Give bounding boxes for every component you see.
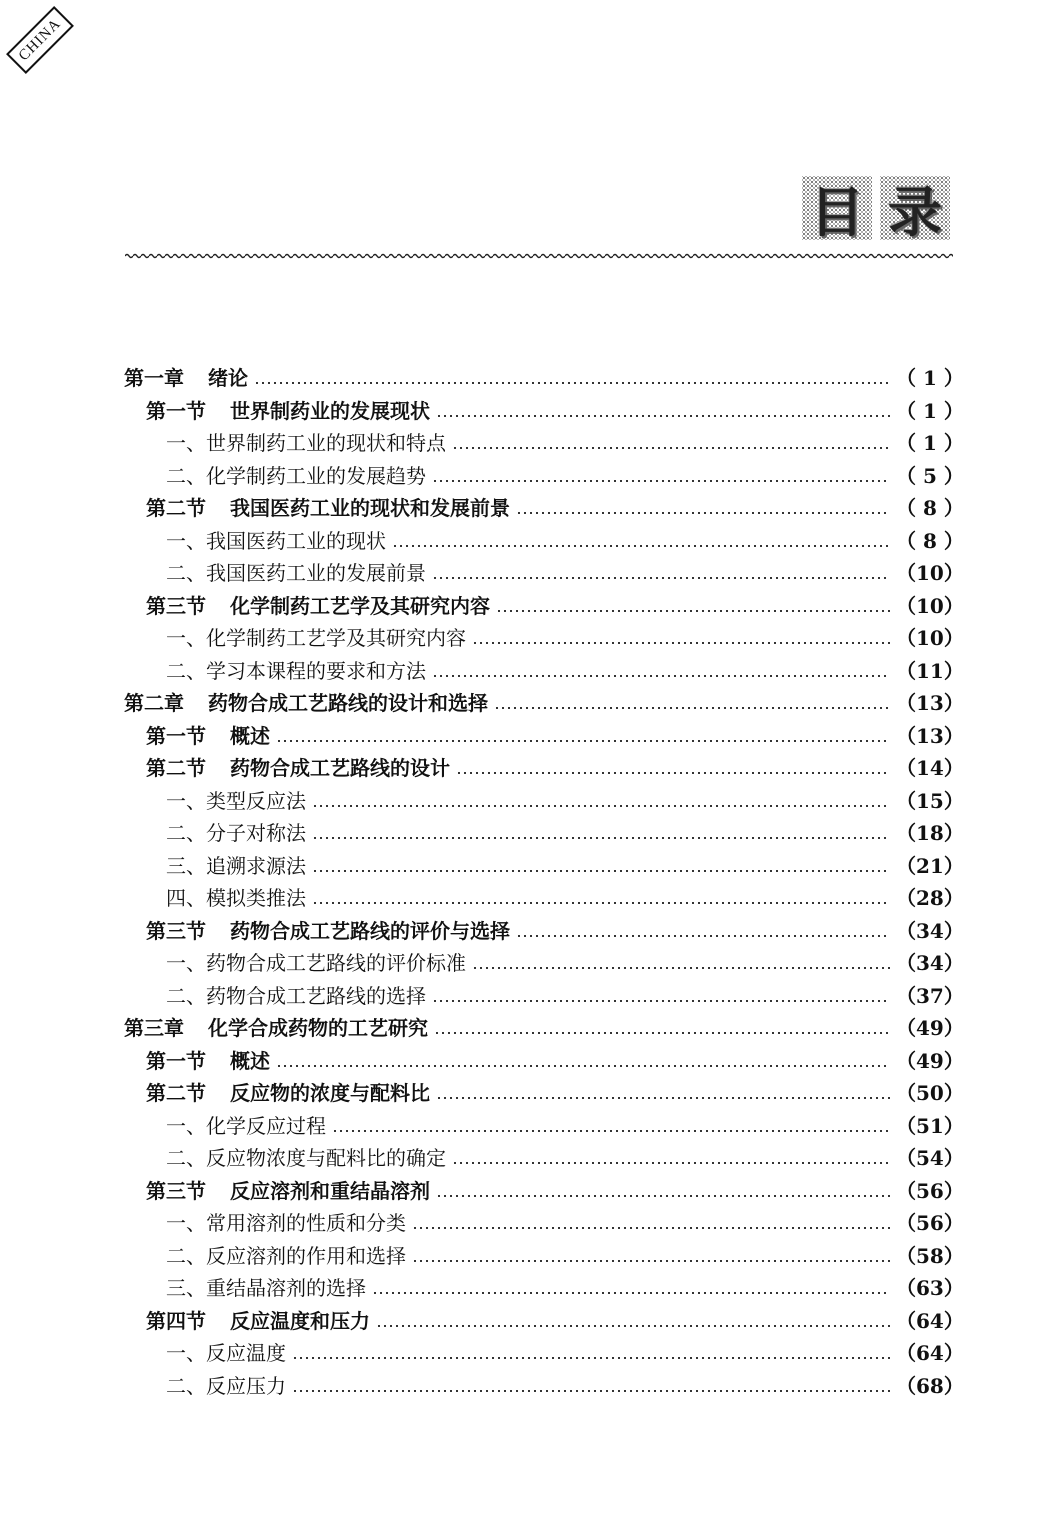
toc-entry[interactable]	[124, 655, 964, 688]
toc-dot-leader	[276, 740, 890, 742]
toc-dot-leader	[432, 577, 890, 579]
toc-dot-leader	[456, 772, 890, 774]
toc-entry-number: 第一节	[146, 398, 206, 423]
toc-entry-page: （10）	[896, 593, 964, 618]
toc-entry-heading	[166, 980, 426, 1009]
toc-entry-page: （11）	[896, 658, 964, 683]
toc-entry[interactable]	[124, 1207, 964, 1240]
toc-entry[interactable]	[124, 850, 964, 883]
toc-entry-number: 一、	[166, 626, 206, 650]
toc-entry[interactable]	[124, 460, 964, 493]
decorative-wavy-rule	[125, 253, 953, 259]
toc-entry-page: （68）	[896, 1373, 964, 1398]
toc-entry-number: 第一章	[124, 366, 184, 390]
toc-entry-number: 第一节	[146, 1048, 206, 1073]
toc-dot-leader	[276, 1065, 890, 1067]
toc-entry-heading	[166, 525, 386, 554]
toc-entry-number: 二、	[166, 1243, 206, 1268]
toc-entry-number: 二、	[166, 1146, 206, 1170]
toc-entry-number: 二、	[166, 821, 206, 845]
china-stamp-text: CHINA	[15, 15, 64, 64]
toc-entry-title: 药物合成工艺路线的评价标准	[206, 951, 466, 975]
toc-entry-heading	[166, 460, 426, 489]
toc-entry-heading	[166, 1240, 406, 1269]
toc-entry-title: 概述	[230, 723, 270, 748]
toc-entry-page: （28）	[896, 886, 964, 910]
toc-entry-heading	[146, 492, 510, 521]
toc-entry-page: （56）	[896, 1178, 964, 1203]
toc-entry-title: 反应压力	[206, 1373, 286, 1398]
toc-dot-leader	[292, 1390, 890, 1392]
toc-entry-page: （10）	[896, 626, 964, 650]
toc-entry[interactable]	[124, 427, 964, 460]
toc-entry-title: 反应温度	[206, 1341, 286, 1365]
toc-entry-heading	[146, 1077, 430, 1106]
toc-entry-page: （49）	[896, 1048, 964, 1073]
toc-entry[interactable]	[124, 1045, 964, 1078]
toc-entry-title: 化学制药工业的发展趋势	[206, 463, 426, 488]
toc-entry-heading	[166, 1207, 406, 1236]
toc-entry-page: （63）	[896, 1276, 964, 1300]
toc-entry-title: 药物合成工艺路线的设计和选择	[208, 691, 488, 715]
toc-entry-title: 化学制药工艺学及其研究内容	[230, 593, 490, 618]
toc-dot-leader	[372, 1292, 890, 1294]
toc-entry-number: 第二节	[146, 1081, 206, 1105]
toc-entry-heading	[166, 557, 426, 586]
toc-entry-heading	[166, 1370, 286, 1399]
toc-entry-title: 世界制药业的发展现状	[230, 398, 430, 423]
toc-entry-page: （37）	[896, 983, 964, 1008]
toc-entry[interactable]	[124, 395, 964, 428]
toc-dot-leader	[436, 415, 890, 417]
toc-entry-title: 我国医药工业的现状	[206, 528, 386, 553]
toc-entry-page: （10）	[896, 561, 964, 585]
toc-dot-leader	[332, 1130, 890, 1132]
toc-entry-title: 我国医药工业的发展前景	[206, 561, 426, 585]
toc-entry[interactable]	[124, 1110, 964, 1143]
toc-entry-number: 一、	[166, 1113, 206, 1138]
toc-dot-leader	[312, 870, 890, 872]
toc-entry-heading	[146, 720, 270, 749]
toc-entry-title: 我国医药工业的现状和发展前景	[230, 496, 510, 520]
toc-entry-number: 第三节	[146, 593, 206, 618]
toc-dot-leader	[412, 1227, 890, 1229]
toc-entry-title: 化学制药工艺学及其研究内容	[206, 626, 466, 650]
toc-dot-leader	[472, 967, 890, 969]
toc-entry-title: 反应溶剂和重结晶溶剂	[230, 1178, 430, 1203]
toc-entry-heading	[166, 427, 446, 456]
toc-dot-leader	[452, 447, 890, 449]
toc-entry-number: 二、	[166, 658, 206, 683]
toc-dot-leader	[516, 512, 890, 514]
page-title	[802, 176, 950, 244]
toc-entry[interactable]	[124, 1272, 964, 1305]
toc-entry-page: （50）	[896, 1081, 964, 1105]
toc-entry-page: （54）	[896, 1146, 964, 1170]
toc-entry-number: 第二章	[124, 691, 184, 715]
toc-dot-leader	[516, 935, 890, 937]
toc-entry-number: 第二节	[146, 756, 206, 780]
toc-entry-heading	[146, 395, 430, 424]
toc-entry-title: 常用溶剂的性质和分类	[206, 1211, 406, 1235]
toc-entry-title: 反应物浓度与配料比的确定	[206, 1146, 446, 1170]
toc-entry-page: （34）	[896, 951, 964, 975]
toc-entry[interactable]	[124, 622, 964, 655]
toc-entry[interactable]	[124, 1012, 964, 1045]
toc-entry-page: （ 8 ）	[896, 496, 964, 520]
toc-entry-number: 一、	[166, 1341, 206, 1365]
toc-entry-number: 二、	[166, 561, 206, 585]
toc-entry[interactable]	[124, 817, 964, 850]
toc-entry[interactable]	[124, 915, 964, 948]
title-char-2: 录	[880, 176, 950, 240]
toc-entry-heading	[166, 1337, 286, 1366]
toc-entry-number: 一、	[166, 431, 206, 455]
toc-entry-heading	[146, 1175, 430, 1204]
toc-entry-page: （13）	[896, 691, 964, 715]
toc-entry-title: 类型反应法	[206, 788, 306, 813]
toc-dot-leader	[496, 610, 890, 612]
toc-entry-page: （58）	[896, 1243, 964, 1268]
toc-entry-title: 追溯求源法	[206, 853, 306, 878]
toc-entry[interactable]	[124, 1142, 964, 1175]
toc-entry-page: （18）	[896, 821, 964, 845]
toc-dot-leader	[472, 642, 890, 644]
toc-entry-heading	[124, 1012, 428, 1041]
toc-entry-heading	[146, 1305, 370, 1334]
toc-entry-heading	[146, 752, 450, 781]
toc-entry-page: （34）	[896, 918, 964, 943]
toc-entry-heading	[166, 1110, 326, 1139]
toc-entry-title: 化学反应过程	[206, 1113, 326, 1138]
toc-entry-title: 反应溶剂的作用和选择	[206, 1243, 406, 1268]
toc-entry[interactable]	[124, 525, 964, 558]
toc-entry-title: 药物合成工艺路线的设计	[230, 756, 450, 780]
toc-entry-number: 第三节	[146, 918, 206, 943]
toc-entry-number: 第四节	[146, 1308, 206, 1333]
toc-entry-number: 第一节	[146, 723, 206, 748]
toc-entry-page: （56）	[896, 1211, 964, 1235]
toc-entry-heading	[146, 915, 510, 944]
toc-entry-title: 反应物的浓度与配料比	[230, 1081, 430, 1105]
toc-entry-heading	[166, 1142, 446, 1171]
toc-entry[interactable]	[124, 752, 964, 785]
toc-entry-number: 第二节	[146, 496, 206, 520]
toc-entry-heading	[166, 1272, 366, 1301]
toc-entry-title: 模拟类推法	[206, 886, 306, 910]
toc-dot-leader	[254, 382, 890, 384]
toc-entry[interactable]	[124, 687, 964, 720]
toc-entry-title: 世界制药工业的现状和特点	[206, 431, 446, 455]
toc-entry-heading	[124, 362, 248, 391]
toc-entry-number: 第三节	[146, 1178, 206, 1203]
toc-dot-leader	[432, 675, 890, 677]
toc-entry-title: 分子对称法	[206, 821, 306, 845]
table-of-contents	[124, 362, 964, 1402]
toc-entry[interactable]	[124, 980, 964, 1013]
toc-entry[interactable]	[124, 1305, 964, 1338]
toc-entry-page: （51）	[896, 1113, 964, 1138]
toc-dot-leader	[436, 1097, 890, 1099]
toc-entry-page: （ 1 ）	[896, 431, 964, 455]
title-char-1: 目	[802, 176, 872, 240]
toc-dot-leader	[412, 1260, 890, 1262]
toc-entry-number: 一、	[166, 951, 206, 975]
toc-entry[interactable]	[124, 1337, 964, 1370]
toc-entry-title: 概述	[230, 1048, 270, 1073]
toc-entry-heading	[166, 785, 306, 814]
toc-entry[interactable]	[124, 1175, 964, 1208]
toc-entry-page: （15）	[896, 788, 964, 813]
toc-dot-leader	[436, 1195, 890, 1197]
toc-entry-page: （14）	[896, 756, 964, 780]
toc-entry-number: 一、	[166, 528, 206, 553]
toc-entry-number: 一、	[166, 788, 206, 813]
toc-entry[interactable]	[124, 1240, 964, 1273]
toc-dot-leader	[292, 1357, 890, 1359]
toc-entry[interactable]	[124, 492, 964, 525]
toc-dot-leader	[494, 707, 890, 709]
china-stamp	[6, 6, 74, 74]
toc-entry-heading	[166, 850, 306, 879]
toc-entry[interactable]	[124, 785, 964, 818]
toc-entry[interactable]	[124, 882, 964, 915]
toc-entry-page: （64）	[896, 1341, 964, 1365]
toc-entry-page: （ 5 ）	[896, 463, 964, 488]
toc-entry-title: 化学合成药物的工艺研究	[208, 1016, 428, 1040]
toc-dot-leader	[312, 837, 890, 839]
toc-entry[interactable]	[124, 720, 964, 753]
toc-dot-leader	[312, 902, 890, 904]
toc-dot-leader	[432, 1000, 890, 1002]
toc-entry-heading	[146, 590, 490, 619]
toc-entry[interactable]	[124, 1370, 964, 1403]
toc-entry-number: 二、	[166, 1373, 206, 1398]
toc-entry-number: 二、	[166, 983, 206, 1008]
toc-dot-leader	[376, 1325, 890, 1327]
toc-dot-leader	[432, 480, 890, 482]
toc-entry-page: （ 1 ）	[896, 366, 964, 390]
toc-entry-heading	[166, 947, 466, 976]
toc-entry-heading	[166, 882, 306, 911]
toc-entry-page: （64）	[896, 1308, 964, 1333]
toc-entry-number: 二、	[166, 463, 206, 488]
toc-entry-number: 四、	[166, 886, 206, 910]
toc-entry[interactable]	[124, 947, 964, 980]
toc-entry[interactable]	[124, 557, 964, 590]
toc-entry-number: 三、	[166, 1276, 206, 1300]
toc-entry-title: 反应温度和压力	[230, 1308, 370, 1333]
toc-entry-heading	[146, 1045, 270, 1074]
toc-entry-number: 第三章	[124, 1016, 184, 1040]
toc-entry-page: （49）	[896, 1016, 964, 1040]
toc-entry-title: 重结晶溶剂的选择	[206, 1276, 366, 1300]
toc-entry-title: 药物合成工艺路线的评价与选择	[230, 918, 510, 943]
toc-dot-leader	[452, 1162, 890, 1164]
toc-entry-heading	[166, 817, 306, 846]
toc-entry-page: （13）	[896, 723, 964, 748]
toc-dot-leader	[434, 1032, 890, 1034]
toc-entry-title: 药物合成工艺路线的选择	[206, 983, 426, 1008]
toc-entry-heading	[166, 622, 466, 651]
toc-entry[interactable]	[124, 362, 964, 395]
toc-entry[interactable]	[124, 590, 964, 623]
toc-entry-title: 绪论	[208, 366, 248, 390]
toc-entry-number: 三、	[166, 853, 206, 878]
toc-entry-page: （ 1 ）	[896, 398, 964, 423]
toc-entry-title: 学习本课程的要求和方法	[206, 658, 426, 683]
toc-dot-leader	[312, 805, 890, 807]
toc-entry-number: 一、	[166, 1211, 206, 1235]
toc-entry-page: （21）	[896, 853, 964, 878]
toc-entry-page: （ 8 ）	[896, 528, 964, 553]
toc-entry-heading	[166, 655, 426, 684]
toc-entry-heading	[124, 687, 488, 716]
toc-dot-leader	[392, 545, 890, 547]
toc-entry[interactable]	[124, 1077, 964, 1110]
